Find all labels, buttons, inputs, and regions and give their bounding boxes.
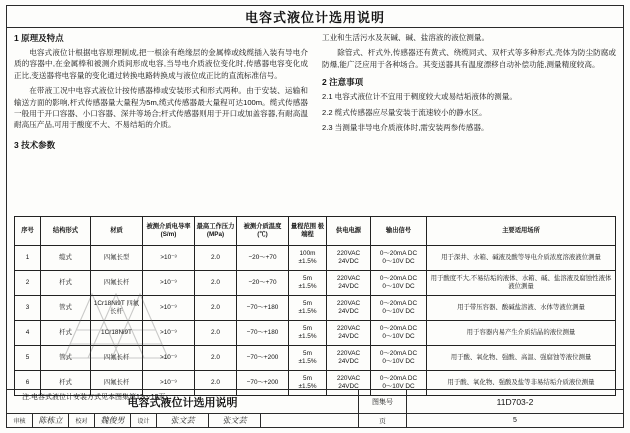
section-2-item-3: 2.3 当测量非导电介质液体时,需安装两参传感器。 <box>322 123 489 133</box>
title-block-footer <box>7 389 623 427</box>
spec-table <box>14 216 616 396</box>
cell-material: 1Cr18Ni9T <box>91 321 143 346</box>
range-accuracy: ±1.5% <box>298 258 317 265</box>
footer-left <box>7 390 359 427</box>
th-range: 量程范围 极端程 <box>289 217 327 246</box>
range-value: 5m <box>303 374 312 382</box>
cell-usage: 用于深井、水箱、碱液及酸等导电介质浓度溶液液位测量 <box>427 246 616 271</box>
sign-value-review: 陈栋立 <box>33 414 69 427</box>
sign-label-review: 审核 <box>7 414 33 427</box>
range-value: 5m <box>303 274 312 282</box>
power-ac: 220VAC <box>336 249 361 257</box>
cell-pressure: 2.0 <box>195 271 237 296</box>
sign-value-design: 张文芸 <box>157 414 209 427</box>
table-row <box>15 271 616 296</box>
th-material: 材质 <box>91 217 143 246</box>
cell-conductivity: >10⁻⁹ <box>143 296 195 321</box>
signature-row <box>7 414 358 427</box>
cell-power <box>327 246 371 271</box>
page-label: 页 <box>359 414 407 427</box>
cell-form: 缆式 <box>41 246 91 271</box>
cell-no: 1 <box>15 246 41 271</box>
cell-no: 2 <box>15 271 41 296</box>
sign-label-design: 设计 <box>131 414 157 427</box>
range-accuracy: ±1.5% <box>298 383 317 390</box>
atlas-number: 11D703-2 <box>496 396 534 407</box>
range-accuracy: ±1.5% <box>298 283 317 290</box>
cell-conductivity: >10⁻⁹ <box>143 346 195 371</box>
page-number-row <box>359 414 623 427</box>
cell-no: 6 <box>15 371 41 396</box>
left-column <box>14 32 308 154</box>
cell-conductivity: >10⁻³ <box>143 246 195 271</box>
right-intro-paragraph-2: 除管式、杆式外,传感器还有黄式、绕缆同式、双杆式等多种形式,壳体为防尘防腐或防爆,能广泛应用于各种场合。其变送器具有温度漂移自动补偿功能,测量精度较高。 <box>322 48 616 69</box>
output-ma: 0～20mA DC <box>379 299 418 307</box>
cell-output <box>371 321 427 346</box>
range-value: 5m <box>303 349 312 357</box>
range-value: 5m <box>303 324 312 332</box>
cell-output <box>371 246 427 271</box>
cell-pressure: 2.0 <box>195 296 237 321</box>
sign-label-check: 校对 <box>69 414 95 427</box>
table-note: 注:电容式液位计安装方式见本图集第12～19页。 <box>22 394 173 401</box>
section-2-heading: 2 注意事项 <box>322 77 364 88</box>
cell-power <box>327 296 371 321</box>
cell-power <box>327 346 371 371</box>
cell-material: 四氟长型 <box>91 246 143 271</box>
cell-temperature: −70～+200 <box>237 371 289 396</box>
right-column <box>322 32 616 154</box>
section-2-item-1: 2.1 电容式液位计不宜用于稠度较大或易结垢液体的测量。 <box>322 92 517 102</box>
cell-output <box>371 346 427 371</box>
cell-form: 杆式 <box>41 271 91 296</box>
th-no: 序号 <box>15 217 41 246</box>
sign-value-extra: 张文芸 <box>209 414 261 427</box>
table-row <box>15 321 616 346</box>
cell-form: 管式 <box>41 346 91 371</box>
cell-output <box>371 271 427 296</box>
cell-form: 杆式 <box>41 321 91 346</box>
cell-range <box>289 321 327 346</box>
cell-usage: 用于酸度不大,不易结垢的液体、水箱、碱、盐溶液及腐蚀性液体液位测量 <box>427 271 616 296</box>
cell-temperature: −70～+200 <box>237 346 289 371</box>
cell-power <box>327 271 371 296</box>
cell-temperature: −70～+180 <box>237 321 289 346</box>
table-header-row <box>15 217 616 246</box>
cell-usage: 用于酸、氧化物、强酸及盐等非易结垢介质液位测量 <box>427 371 616 396</box>
cell-power <box>327 321 371 346</box>
page-title: 电容式液位计选用说明 <box>244 10 385 25</box>
power-ac: 220VAC <box>336 324 361 332</box>
table-body <box>15 246 616 396</box>
section-1-paragraph-2: 在带液工况中电容式液位计按传感器棒或安装形式和形式两种。由于安装、运输和输送方面的影响,杆式传感器量大量程为5m,缆式传感器最大量程可达100m。缆式传感器一般用于开口容器、小口容器、深井等场合;杆式传感器则用于开口或加盖容器,有耐高温耐高压产品,可用于酸度不大、不易结垢的介质。 <box>14 86 308 130</box>
th-power: 供电电源 <box>327 217 371 246</box>
table-row <box>15 296 616 321</box>
th-conductivity: 被测介质电导率 (S/m) <box>143 217 195 246</box>
footer-document-title: 电容式液位计选用说明 <box>7 390 358 414</box>
cell-material: 四氟长杆 <box>91 271 143 296</box>
power-dc: 24VDC <box>338 358 359 365</box>
power-dc: 24VDC <box>338 258 359 265</box>
range-accuracy: ±1.5% <box>298 358 317 365</box>
cell-range <box>289 346 327 371</box>
cell-pressure: 2.0 <box>195 321 237 346</box>
th-form: 结构形式 <box>41 217 91 246</box>
two-column-layout <box>14 32 616 154</box>
power-dc: 24VDC <box>338 308 359 315</box>
cell-range <box>289 246 327 271</box>
section-1-paragraph-1: 电容式液位计根据电容原理制成,把一根涂有绝缘层的金属棒或线缆插入装有导电介质的容器中,在金属棒和被测介质间形成电容,当导电介质液位变化时,传感器电容变化成正比,变送器将电容量的变化通过转换电路转换成与液位成正比的直流标准信号。 <box>14 48 308 80</box>
th-pressure: 最高工作压力 (MPa) <box>195 217 237 246</box>
cell-usage: 用于容器内易产生介质结晶的液位测量 <box>427 321 616 346</box>
cell-no: 4 <box>15 321 41 346</box>
output-ma: 0～20mA DC <box>379 374 418 382</box>
power-dc: 24VDC <box>338 333 359 340</box>
output-v: 0～10V DC <box>382 283 415 290</box>
table-row <box>15 346 616 371</box>
table-row <box>15 246 616 271</box>
cell-conductivity: >10⁻⁹ <box>143 371 195 396</box>
output-v: 0～10V DC <box>382 383 415 390</box>
output-v: 0～10V DC <box>382 308 415 315</box>
cell-pressure: 2.0 <box>195 371 237 396</box>
cell-temperature: −70～+180 <box>237 296 289 321</box>
output-v: 0～10V DC <box>382 258 415 265</box>
cell-pressure: 2.0 <box>195 346 237 371</box>
power-ac: 220VAC <box>336 274 361 282</box>
th-temperature: 被测介质温度 (℃) <box>237 217 289 246</box>
cell-range <box>289 271 327 296</box>
cell-material: 四氟长杆 <box>91 371 143 396</box>
power-dc: 24VDC <box>338 383 359 390</box>
power-ac: 220VAC <box>336 349 361 357</box>
output-v: 0～10V DC <box>382 333 415 340</box>
output-ma: 0～20mA DC <box>379 249 418 257</box>
cell-no: 3 <box>15 296 41 321</box>
output-ma: 0～20mA DC <box>379 349 418 357</box>
section-3-heading: 3 技术参数 <box>14 139 56 150</box>
cell-output <box>371 296 427 321</box>
range-accuracy: ±1.5% <box>298 308 317 315</box>
cell-form: 杆式 <box>41 371 91 396</box>
th-output: 输出信号 <box>371 217 427 246</box>
output-ma: 0～20mA DC <box>379 324 418 332</box>
right-intro-paragraph-1: 工业和生活污水及灰碱、碱、盐溶液的液位测量。 <box>322 33 490 42</box>
atlas-label: 图集号 <box>359 390 407 413</box>
cell-range <box>289 296 327 321</box>
range-accuracy: ±1.5% <box>298 333 317 340</box>
power-dc: 24VDC <box>338 283 359 290</box>
cell-pressure: 2.0 <box>195 246 237 271</box>
cell-conductivity: >10⁻⁹ <box>143 321 195 346</box>
cell-form: 管式 <box>41 296 91 321</box>
cell-material: 1Cr18Ni9T 四氟长杆 <box>91 296 143 321</box>
cell-conductivity: >10⁻⁹ <box>143 271 195 296</box>
output-ma: 0～20mA DC <box>379 274 418 282</box>
page-number: 5 <box>513 417 517 424</box>
spec-table-wrapper <box>14 216 616 396</box>
sign-value-check: 魏俊男 <box>95 414 131 427</box>
section-2-item-2: 2.2 缆式传感器应尽量安装于流速较小的静水区。 <box>322 107 487 117</box>
section-1-heading: 1 原理及特点 <box>14 33 64 43</box>
cell-temperature: −20～+70 <box>237 271 289 296</box>
cell-usage: 用于带压容器、酸碱盐溶液、水体等液位测量 <box>427 296 616 321</box>
power-ac: 220VAC <box>336 374 361 382</box>
th-usage: 主要适用场所 <box>427 217 616 246</box>
cell-usage: 用于酸、氧化物、强酸、高温、强腐蚀等液位测量 <box>427 346 616 371</box>
atlas-number-row <box>359 390 623 414</box>
cell-temperature: −20～+70 <box>237 246 289 271</box>
cell-material: 四氟长杆 <box>91 346 143 371</box>
power-ac: 220VAC <box>336 299 361 307</box>
cell-no: 5 <box>15 346 41 371</box>
title-bar <box>7 6 623 28</box>
footer-right <box>359 390 623 427</box>
output-v: 0～10V DC <box>382 358 415 365</box>
range-value: 100m <box>299 249 316 257</box>
range-value: 5m <box>303 299 312 307</box>
